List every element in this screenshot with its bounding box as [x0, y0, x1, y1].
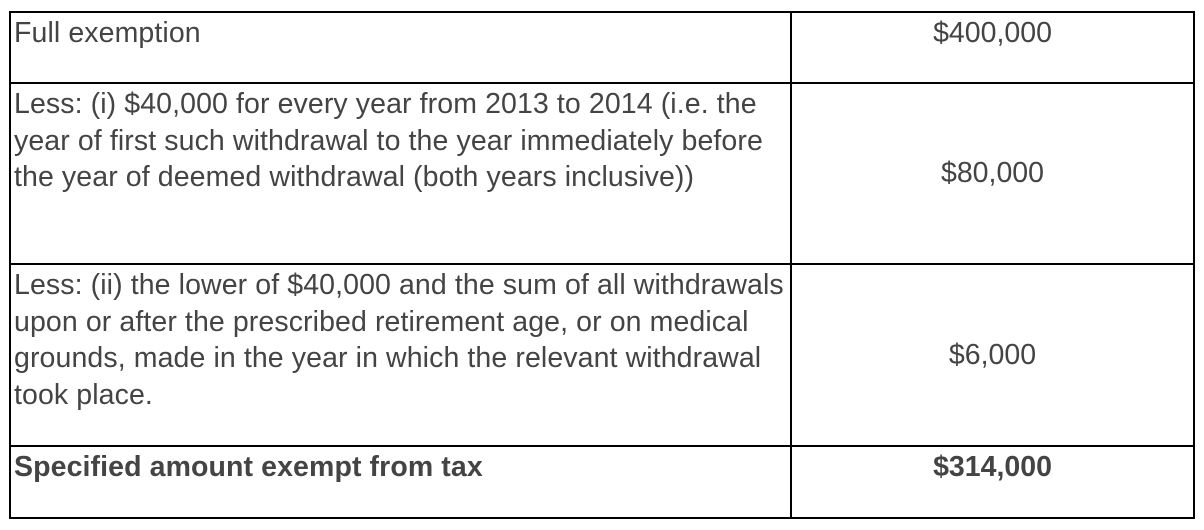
total-description: Specified amount exempt from tax: [10, 446, 791, 518]
table-row-less-ii: [10, 264, 1194, 446]
exemption-calculation-table: [9, 11, 1195, 519]
row-amount: $80,000: [791, 83, 1194, 264]
table-row-total-exempt: [10, 446, 1194, 518]
table-row-less-i: [10, 83, 1194, 264]
row-description: Less: (ii) the lower of $40,000 and the sum of all withdrawals upon or after the prescribed retirement age, or on medical grounds, made in the year in which the relevant withdrawal took place.: [10, 264, 791, 446]
row-description: Less: (i) $40,000 for every year from 2013 to 2014 (i.e. the year of first such withdrawal to the year immediately before the year of deemed withdrawal (both years inclusive)): [10, 83, 791, 264]
table-row-full-exemption: [10, 12, 1194, 83]
row-amount: $6,000: [791, 264, 1194, 446]
total-amount: $314,000: [791, 446, 1194, 518]
row-description: Full exemption: [10, 12, 791, 83]
row-amount: $400,000: [791, 12, 1194, 83]
